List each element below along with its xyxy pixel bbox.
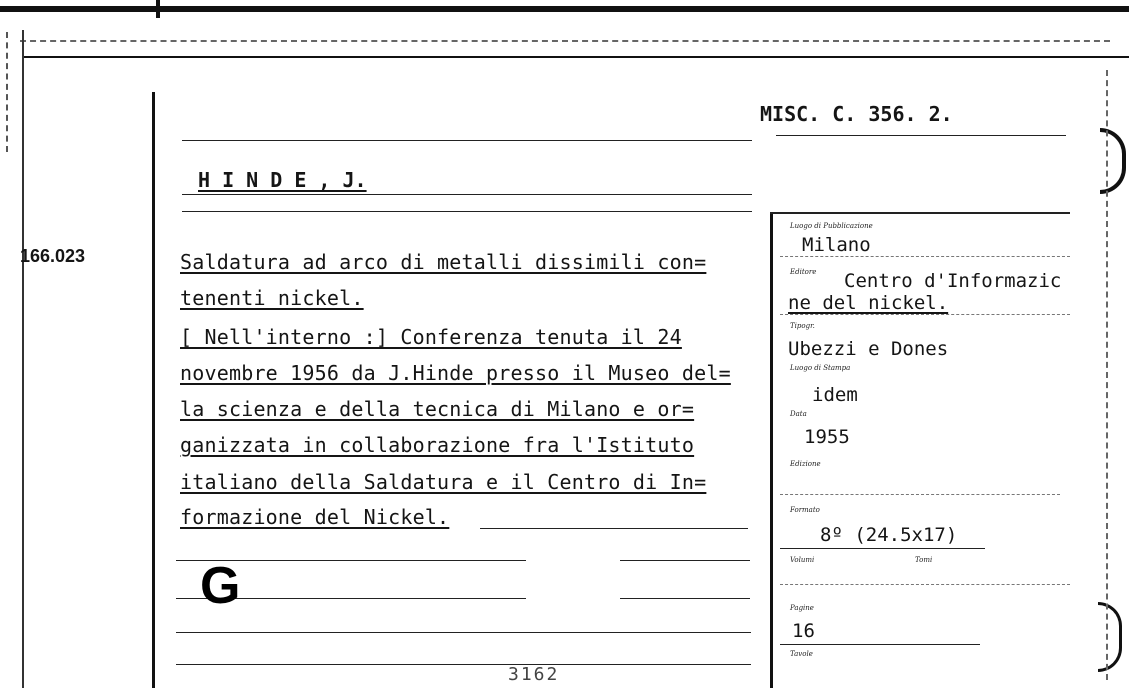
author-underline [182, 194, 752, 195]
title-line-1: Saldatura ad arco di metalli dissimili con= [180, 250, 707, 274]
label-volumes: Volumi [790, 556, 815, 564]
label-edition: Edizione [790, 460, 821, 468]
right-edge-line [1106, 70, 1108, 680]
value-publisher-line1: Centro d'Informazic [844, 270, 1062, 292]
label-pages: Pagine [790, 604, 814, 612]
blank-rule-3b [620, 598, 750, 599]
left-edge-mark [6, 32, 8, 152]
value-format: 8º (24.5x17) [820, 524, 958, 546]
value-printer: Ubezzi e Dones [788, 338, 949, 360]
title-line-5: la scienza e della tecnica di Milano e or= [180, 397, 695, 421]
title-line-7: italiano della Saldatura e il Centro di In= [180, 470, 707, 494]
label-print-place: Luogo di Stampa [790, 364, 851, 372]
metadata-box [770, 212, 1070, 688]
blank-rule-5 [176, 664, 751, 665]
author-heading: H I N D E , J. [198, 168, 367, 192]
label-date: Data [790, 410, 807, 418]
edition-rule [780, 494, 1060, 495]
title-line-2: tenenti nickel. [180, 286, 364, 310]
bottom-number: 3162 [508, 664, 560, 685]
format-rule [780, 548, 985, 549]
punch-hole-top [1100, 128, 1126, 194]
title-line-6: ganizzata in collaborazione fra l'Istituto [180, 433, 695, 457]
label-format: Formato [790, 506, 820, 514]
author-rule-2 [182, 211, 752, 212]
label-tomes: Tomi [915, 556, 933, 564]
metadata-box-left-border [770, 212, 773, 688]
punch-hole-bottom [1098, 602, 1122, 672]
value-publisher-line2: ne del nickel. [788, 292, 949, 314]
pages-rule [780, 644, 980, 645]
left-frame-line [22, 30, 24, 688]
blank-rule-1 [480, 528, 748, 529]
label-plates: Tavole [790, 650, 813, 658]
blank-rule-2b [620, 560, 750, 561]
place-rule [780, 256, 1070, 257]
value-pages: 16 [792, 620, 815, 642]
title-line-8: formazione del Nickel. [180, 505, 450, 529]
header-rule [182, 140, 752, 141]
metadata-box-top-border [770, 212, 1070, 214]
value-print-place: idem [812, 384, 858, 406]
stamp-letter: G [200, 557, 241, 615]
top-dashed-strip [20, 40, 1110, 42]
label-place: Luogo di Pubblicazione [790, 222, 873, 230]
top-border-tick [156, 0, 160, 18]
title-line-3: [ Nell'interno :] Conferenza tenuta il 24 [180, 325, 682, 349]
label-publisher: Editore [790, 268, 817, 276]
publisher-rule [780, 314, 1070, 315]
top-border [0, 6, 1129, 12]
main-vertical-rule [152, 92, 155, 688]
value-place: Milano [802, 234, 871, 256]
blank-rule-4 [176, 632, 751, 633]
value-date: 1955 [804, 426, 850, 448]
title-line-4: novembre 1956 da J.Hinde presso il Museo del= [180, 361, 731, 385]
top-frame-line [22, 56, 1129, 58]
label-printer: Tipogr. [790, 322, 815, 330]
side-number: 166.023 [20, 246, 86, 266]
shelfmark-underline [776, 135, 1066, 136]
volumes-rule [780, 584, 1070, 585]
shelfmark: MISC. C. 356. 2. [760, 102, 953, 126]
